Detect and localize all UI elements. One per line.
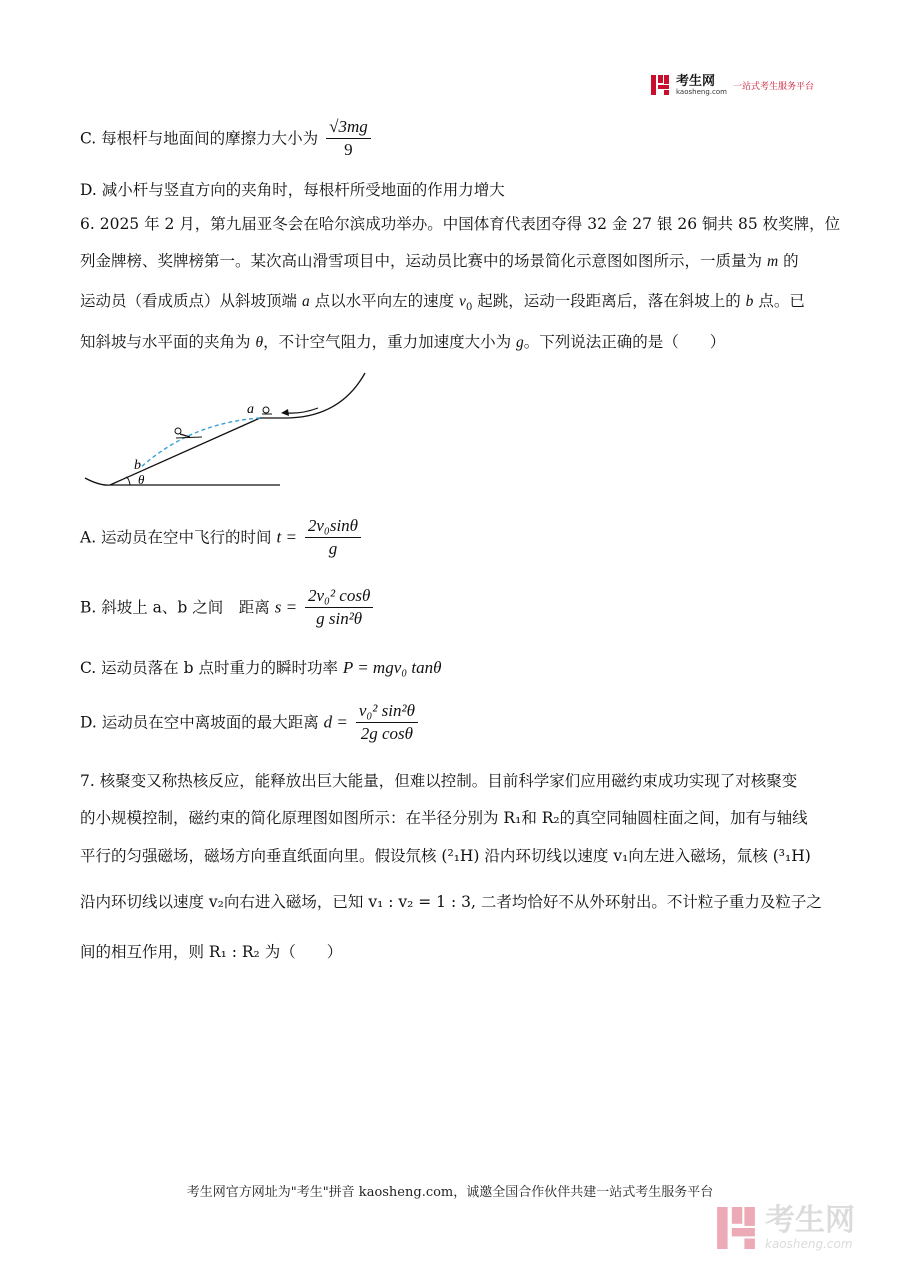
q6-option-b-fraction [305,585,373,630]
q6-option-a [80,515,364,560]
skier-at-a-icon [262,407,272,414]
q5-option-c-fraction [326,116,371,161]
q6-line3-a: 运动员（看成质点）从斜坡顶端 [80,292,302,310]
q6-option-a-lhs: t = [276,527,297,547]
header-logo [650,72,820,98]
q6-option-b-denominator: g sin²θ [316,609,363,628]
slope-line [110,418,260,485]
q6-option-b-lhs: s = [274,597,298,617]
q6-option-a-fraction [305,515,361,560]
q5-option-d: D. 减小杆与竖直方向的夹角时，每根杆所受地面的作用力增大 [80,181,505,199]
q6-option-a-numerator: 2v₀sinθ [305,515,361,538]
q6-line4-c: 。下列说法正确的是（ ） [523,333,726,351]
q5-option-c-denominator: 9 [344,140,353,159]
motion-arrow-head [281,409,289,416]
q6-option-b-numerator: 2v₀² cosθ [305,585,373,608]
q7-stem-line5: 间的相互作用，则 R₁ : R₂ 为（ ） [80,943,343,961]
q6-option-d-text: D. 运动员在空中离坡面的最大距离 [80,713,324,732]
q6-option-b-text: B. 斜坡上 a、b 之间 距离 [80,598,275,617]
brand-name: 考生网 [676,73,716,89]
q6-option-d-numerator: v₀² sin²θ [356,700,418,723]
kaosheng-logo-icon [650,74,670,96]
q6-g-symbol: g [516,334,524,351]
q6-option-d-denominator: 2g cosθ [360,724,414,743]
q6-stem-line1: 6. 2025 年 2 月，第九届亚冬会在哈尔滨成功举办。中国体育代表团夺得 32 金 27 银 26 铜共 85 枚奖牌，位 [80,215,841,233]
q5-option-c [80,116,374,161]
kaosheng-watermark [715,1195,885,1260]
watermark-domain: kaosheng.com [765,1236,853,1251]
q6-option-d [80,700,421,745]
q6-option-c-text: C. 运动员落在 b 点时重力的瞬时功率 [80,659,343,677]
q7-stem-line3: 平行的匀强磁场，磁场方向垂直纸面向里。假设氘核 (²₁H) 沿内环切线以速度 v₁向左进入磁场，氚核 (³₁H) [80,847,811,865]
q6-line4-a: 知斜坡与水平面的夹角为 [80,333,256,351]
takeoff-ramp [260,373,365,418]
q6-option-c [80,657,441,679]
q6-line3-d: 点。已 [753,292,805,310]
label-b: b [134,458,141,473]
q6-line3-c: 起跳，运动一段距离后，落在斜坡上的 [472,292,746,310]
q6-option-c-expr: P = mgv₀ tanθ [342,658,442,677]
page-footer: 考生网官方网址为"考生"拼音 kaosheng.com，诚邀全国合作伙伴共建一站式考生服务平台 [186,1185,714,1200]
brand-slogan: 一站式考生服务平台 [732,81,814,92]
q6-line4-b: ，不计空气阻力，重力加速度大小为 [263,333,516,351]
q7-stem-line1: 7. 核聚变又称热核反应，能释放出巨大能量，但难以控制。目前科学家们应用磁约束成功实现了对核聚变 [80,772,798,790]
ground-line [85,478,280,485]
q6-stem-line4 [80,331,725,354]
q6-stem-line2 [80,250,799,273]
watermark-brand: 考生网 [765,1202,855,1238]
q6-line3-b: 点以水平向左的速度 [309,292,460,310]
skier-midair-icon [175,428,202,438]
q6-ski-slope-figure [80,368,370,493]
q6-point-b: b [745,293,754,310]
q6-line2-a: 列金牌榜、奖牌榜第一。某次高山滑雪项目中，运动员比赛中的场景简化示意图如图所示，一质量为 [80,252,767,270]
brand-domain: kaosheng.com [676,87,727,96]
q6-option-b [80,585,376,630]
motion-arrow [287,408,318,413]
q6-mass-symbol: m [766,253,779,270]
q5-option-c-text: C. 每根杆与地面间的摩擦力大小为 [80,129,319,148]
q5-option-c-numerator: √3mg [326,116,371,139]
q6-option-a-denominator: g [328,539,338,558]
q6-option-a-text: A. 运动员在空中飞行的时间 [80,528,277,547]
label-theta: θ [138,472,145,487]
q6-theta-symbol: θ [255,334,264,351]
q7-stem-line4: 沿内环切线以速度 v₂向右进入磁场，已知 v₁ : v₂ = 1 : 3, 二者均恰好不从外环射出。不计粒子重力及粒子之 [80,893,822,911]
q6-line2-b: 的 [778,252,799,270]
q6-option-d-fraction [356,700,418,745]
label-a: a [247,402,254,417]
q7-stem-line2: 的小规模控制，磁约束的简化原理图如图所示：在半径分别为 R₁和 R₂的真空同轴圆柱面之间，加有与轴线 [80,809,808,827]
q6-v0-symbol: v [459,293,466,310]
q6-stem-line3 [80,290,805,319]
q6-v0-subscript: 0 [465,302,473,314]
watermark-logo-icon [715,1202,757,1254]
q6-option-d-lhs: d = [323,712,348,732]
q6-point-a: a [301,293,310,310]
